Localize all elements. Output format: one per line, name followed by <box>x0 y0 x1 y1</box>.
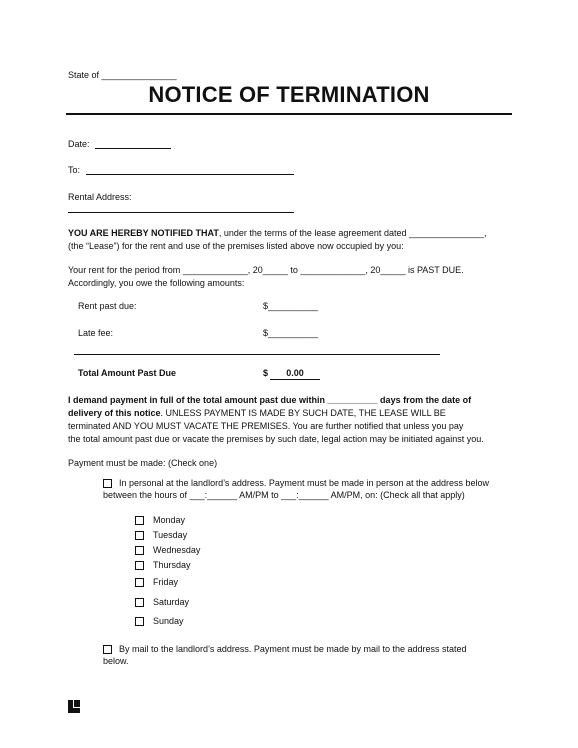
demand-line-1: I demand payment in full of the total amount past due within __________ days from the date of <box>68 395 472 405</box>
day-checkbox-monday[interactable] <box>135 516 144 525</box>
notice-bold-intro: YOU ARE HEREBY NOTIFIED THAT <box>68 228 219 238</box>
by-mail-line-1: By mail to the landlord’s address. Payment must be made by mail to the address stated <box>119 644 467 654</box>
rental-address-field[interactable] <box>68 212 294 213</box>
total-currency-symbol: $ <box>263 368 269 378</box>
day-label-wednesday: Wednesday <box>153 545 201 555</box>
to-label: To: <box>68 165 81 175</box>
payment-heading: Payment must be made: (Check one) <box>68 458 218 468</box>
legal-templates-logo-icon <box>68 700 80 713</box>
day-label-sunday: Sunday <box>153 616 184 626</box>
by-mail-line-2: below. <box>103 656 129 666</box>
rent-past-due-field[interactable]: $__________ <box>263 301 319 311</box>
day-checkbox-saturday[interactable] <box>135 598 144 607</box>
day-label-saturday: Saturday <box>153 597 190 607</box>
in-person-line-2[interactable]: between the hours of ___:______ AM/PM to ___:______ AM/PM, on: (Check all that apply) <box>103 490 465 500</box>
by-mail-checkbox[interactable] <box>103 645 112 654</box>
notice-line-1-rest: , under the terms of the lease agreement dated _______________, <box>218 228 487 238</box>
demand-line-4: the total amount past due or vacate the premises by such date, legal action may be initiated against you. <box>68 434 484 444</box>
to-field[interactable] <box>86 174 294 175</box>
rent-period-line[interactable]: Your rent for the period from _____________, 20_____ to _____________, 20_____ is PAST DUE. <box>68 265 464 275</box>
day-label-tuesday: Tuesday <box>153 530 188 540</box>
rent-owed-line: Accordingly, you owe the following amounts: <box>68 278 245 288</box>
late-fee-field[interactable]: $__________ <box>263 328 319 338</box>
day-checkbox-wednesday[interactable] <box>135 546 144 555</box>
document-title: NOTICE OF TERMINATION <box>148 82 430 107</box>
demand-line-2-bold: delivery of this notice <box>68 408 161 418</box>
day-checkbox-thursday[interactable] <box>135 561 144 570</box>
date-label: Date: <box>68 139 90 149</box>
in-person-checkbox[interactable] <box>103 479 112 488</box>
day-label-friday: Friday <box>153 577 179 587</box>
late-fee-label: Late fee: <box>78 328 114 338</box>
day-label-monday: Monday <box>153 515 186 525</box>
day-checkbox-sunday[interactable] <box>135 617 144 626</box>
totals-divider <box>74 354 440 355</box>
in-person-line-1: In personal at the landlord’s address. Payment must be made in person at the address below <box>119 478 490 488</box>
demand-line-2 <box>68 408 446 418</box>
state-of-field[interactable]: State of _______________ <box>68 70 177 80</box>
total-amount-value[interactable]: 0.00 <box>270 368 320 380</box>
notice-line-2: (the “Lease”) for the rent and use of the premises listed above now occupied by you: <box>68 241 404 251</box>
day-label-thursday: Thursday <box>153 560 191 570</box>
date-field[interactable] <box>95 148 171 149</box>
demand-line-2-rest: . UNLESS PAYMENT IS MADE BY SUCH DATE, THE LEASE WILL BE <box>160 408 446 418</box>
rent-past-due-label: Rent past due: <box>78 301 137 311</box>
total-amount-label: Total Amount Past Due <box>78 368 177 378</box>
demand-line-3: terminated AND YOU MUST VACATE THE PREMISES. You are further notified that unless you pay <box>68 421 464 431</box>
day-checkbox-tuesday[interactable] <box>135 531 144 540</box>
notice-line-1 <box>68 228 487 238</box>
title-divider <box>66 113 512 115</box>
day-checkbox-friday[interactable] <box>135 578 144 587</box>
rental-address-label: Rental Address: <box>68 192 132 202</box>
